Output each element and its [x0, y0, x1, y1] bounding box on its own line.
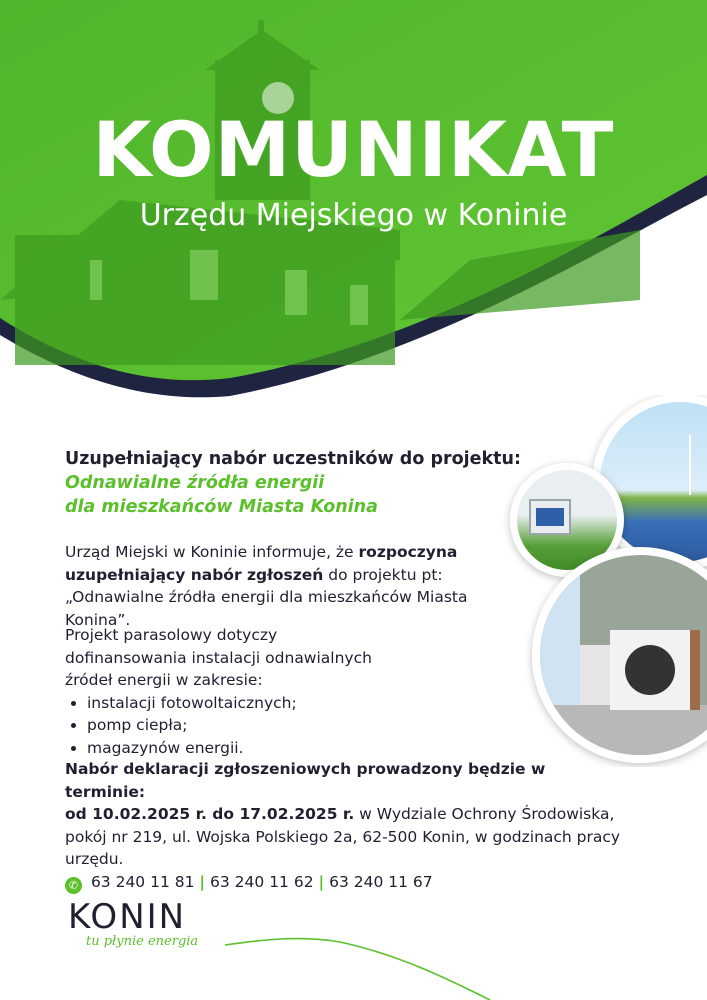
- phone-line: [65, 871, 625, 894]
- bold-text: od 10.02.2025 r. do 17.02.2025 r.: [65, 805, 355, 823]
- list-item: • instalacji fotowoltaicznych;: [87, 692, 395, 715]
- dates-paragraph: [65, 758, 625, 894]
- phone-number[interactable]: 63 240 11 81: [90, 872, 195, 891]
- heading: [65, 447, 521, 519]
- logo-swoosh: [0, 930, 707, 1000]
- scope-list: [65, 692, 395, 760]
- heading-line: Uzupełniający nabór uczestników do projektu:: [65, 449, 521, 469]
- logo-wordmark: KONIN: [68, 897, 187, 937]
- logo-slogan: tu płynie energia: [86, 934, 199, 949]
- text: Urząd Miejski w Koninie informuje, że: [65, 543, 359, 561]
- scope-paragraph: [65, 624, 395, 759]
- phone-number[interactable]: 63 240 11 62: [210, 872, 314, 891]
- phone-number[interactable]: 63 240 11 67: [329, 872, 433, 891]
- list-item: • magazynów energii.: [87, 737, 395, 760]
- bold-text: rozpoczyna uzupełniający nabór zgłoszeń: [65, 543, 458, 584]
- separator: |: [318, 872, 325, 891]
- page-subtitle: Urzędu Miejskiego w Koninie: [139, 198, 568, 233]
- phone-icon: ✆: [65, 877, 82, 894]
- text: do projektu pt: „Odnawialne źródła energii dla mieszkańców Miasta Konina”.: [65, 565, 468, 629]
- photo-heat-pump: [532, 547, 707, 763]
- project-name-line: Odnawialne źródła energii: [65, 473, 325, 493]
- intro-paragraph: [65, 541, 515, 631]
- text: Projekt parasolowy dotyczy dofinansowania instalacji odnawialnych źródeł energii w zakresie:: [65, 626, 372, 689]
- bold-text: Nabór deklaracji zgłoszeniowych prowadzony będzie w terminie:: [65, 760, 546, 801]
- project-name-line: dla mieszkańców Miasta Konina: [65, 497, 378, 517]
- separator: |: [199, 872, 206, 891]
- photo-circles: [500, 395, 707, 767]
- list-item: • pomp ciepła;: [87, 714, 395, 737]
- text: w Wydziale Ochrony Środowiska, pokój nr 219, ul. Wojska Polskiego 2a, 62-500 Konin, w godzinach pracy urzędu.: [65, 805, 621, 868]
- page-title: KOMUNIKAT: [92, 105, 615, 194]
